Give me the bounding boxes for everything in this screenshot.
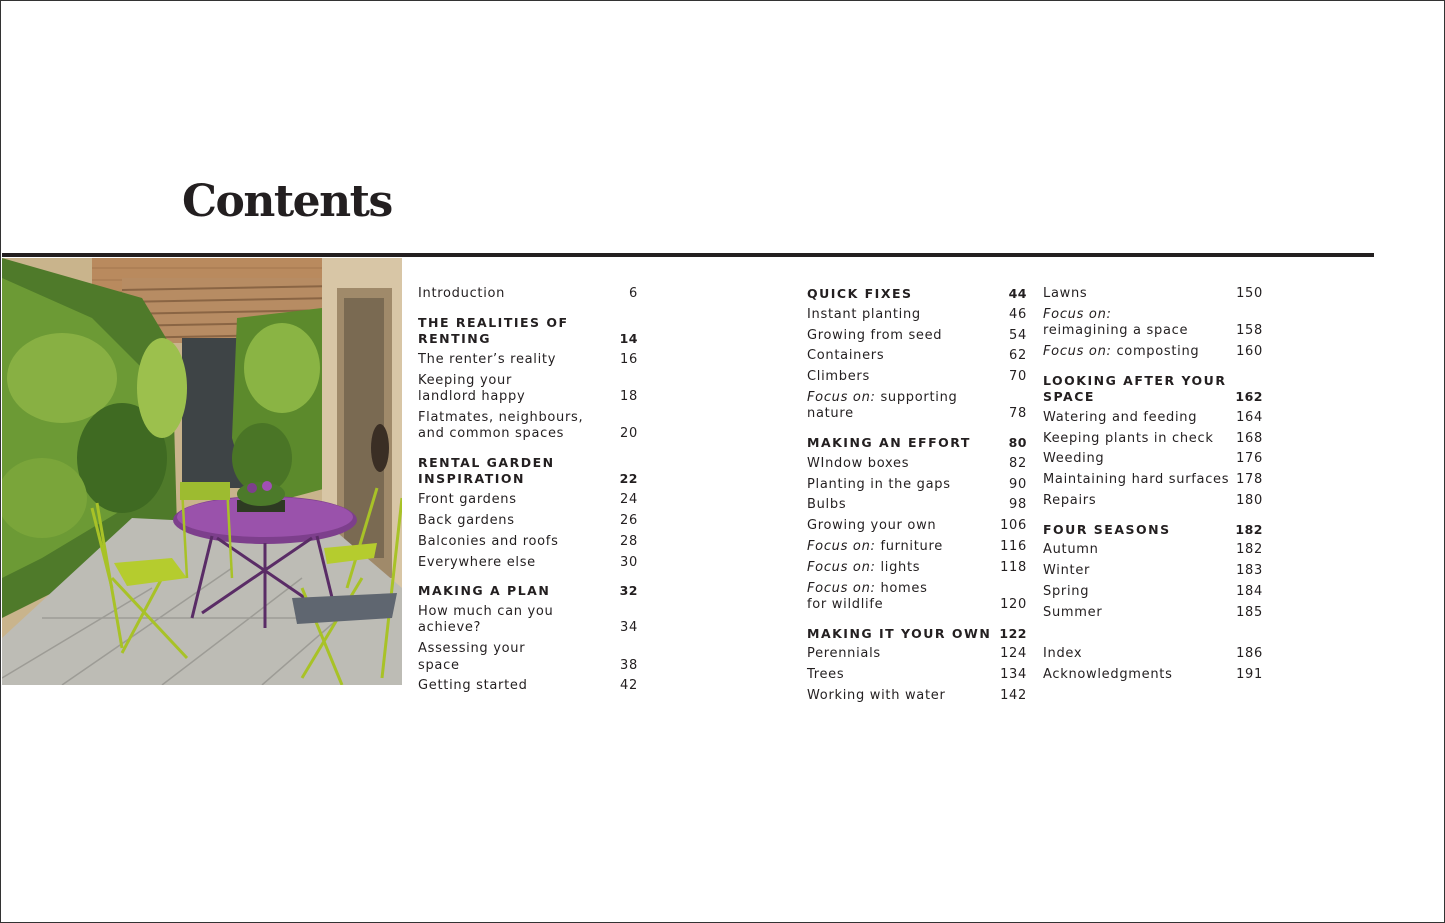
toc-entry: [1043, 563, 1263, 580]
toc-page-number: 183: [1236, 563, 1263, 579]
toc-entry: [418, 286, 638, 303]
toc-section-heading: [807, 435, 1027, 452]
toc-entry-label: QUICK FIXES: [807, 286, 913, 301]
toc-entry-label: MAKING AN EFFORT: [807, 434, 971, 450]
toc-page-number: 30: [620, 554, 638, 570]
toc-page-number: 24: [620, 492, 638, 508]
toc-entry: [807, 667, 1027, 684]
toc-entry: [1043, 472, 1263, 489]
toc-page-number: 28: [620, 533, 638, 549]
toc-section-heading: [807, 286, 1027, 303]
toc-focus-prefix: Focus on:: [807, 538, 876, 554]
toc-focus-prefix: Focus on:: [807, 559, 876, 575]
toc-page-number: 162: [1235, 389, 1263, 405]
toc-entry: [1043, 410, 1263, 427]
toc-entry-label: FOUR SEASONS: [1043, 521, 1171, 537]
toc-section-heading: [418, 315, 638, 348]
toc-entry: [807, 307, 1027, 324]
toc-column-1: [418, 286, 638, 699]
toc-entry-label-text: furniture: [875, 538, 943, 554]
toc-entry: [1043, 667, 1263, 684]
toc-entry: [807, 497, 1027, 514]
toc-entry-label: [807, 581, 928, 614]
toc-entry-label: MAKING A PLAN: [418, 583, 551, 599]
toc-page-number: 44: [1008, 286, 1027, 301]
toc-entry-label: Growing from seed: [807, 327, 943, 343]
toc-entry: [418, 410, 638, 443]
toc-page-number: 158: [1236, 323, 1263, 339]
toc-focus-prefix: Focus on:: [807, 580, 876, 596]
toc-entry-label: [807, 390, 1009, 423]
toc-entry: [418, 492, 638, 509]
toc-page-number: 178: [1236, 472, 1263, 488]
toc-page-number: 70: [1009, 369, 1027, 385]
toc-entry-label: Winter: [1043, 563, 1091, 579]
toc-entry-label: Bulbs: [807, 497, 847, 513]
toc-entry: [1043, 307, 1263, 340]
toc-page-number: 98: [1009, 497, 1027, 513]
toc-entry-label-text: lights: [875, 559, 921, 575]
toc-entry-label: Perennials: [807, 646, 881, 662]
toc-entry-label: Climbers: [807, 369, 870, 385]
toc-page-number: 38: [620, 657, 638, 673]
toc-page-number: 16: [620, 351, 638, 367]
toc-entry-label: Planting in the gaps: [807, 476, 951, 492]
toc-page-number: 176: [1236, 451, 1263, 467]
toc-page-number: 118: [1000, 559, 1027, 575]
toc-page-number: 46: [1009, 306, 1027, 322]
toc-focus-prefix: Focus on:: [807, 389, 876, 405]
toc-page-number: 160: [1236, 344, 1263, 360]
toc-entry: [418, 604, 638, 637]
toc-page-number: 186: [1236, 646, 1263, 662]
toc-page-number: 82: [1009, 455, 1027, 471]
toc-entry-label: Working with water: [807, 687, 946, 703]
toc-entry: [1043, 605, 1263, 622]
toc-page-number: 90: [1009, 476, 1027, 492]
toc-focus-prefix: Focus on:: [1043, 344, 1112, 360]
toc-entry: [418, 534, 638, 551]
toc-page-number: 54: [1009, 327, 1027, 343]
toc-entry-label: Lawns: [1043, 286, 1088, 301]
toc-section-heading: [418, 583, 638, 600]
toc-entry-label: [1043, 307, 1188, 340]
toc-focus-prefix: Focus on:: [1043, 306, 1112, 322]
toc-entry: [1043, 646, 1263, 663]
toc-entry-label: Back gardens: [418, 512, 515, 528]
toc-entry-label: Index: [1043, 646, 1083, 662]
toc-entry-label: Instant planting: [807, 306, 921, 322]
toc-entry-label: Growing your own: [807, 518, 937, 534]
toc-page-number: 191: [1236, 667, 1263, 683]
toc-page-number: 150: [1236, 286, 1263, 301]
toc-entry: [1043, 584, 1263, 601]
toc-entry-label: Trees: [807, 667, 845, 683]
toc-entry-label: Getting started: [418, 678, 528, 694]
toc-entry: [807, 456, 1027, 473]
toc-entry-label: Flatmates, neighbours, and common spaces: [418, 409, 584, 442]
toc-page-number: 116: [1000, 538, 1027, 554]
page-title: Contents: [182, 176, 392, 227]
toc-entry-label-text: reimagining a space: [1043, 323, 1189, 339]
toc-entry: [418, 678, 638, 695]
toc-entry: [418, 352, 638, 369]
toc-entry-label: Front gardens: [418, 492, 517, 508]
toc-page-number: 168: [1236, 430, 1263, 446]
toc-entry-label: Spring: [1043, 583, 1090, 599]
toc-page-number: 184: [1236, 583, 1263, 599]
toc-page-number: 32: [619, 583, 638, 599]
header-rule: [2, 253, 1374, 257]
toc-entry-label: How much can you achieve?: [418, 603, 554, 636]
toc-entry: [1043, 542, 1263, 559]
toc-entry-label: Autumn: [1043, 542, 1099, 558]
toc-page-number: 34: [620, 620, 638, 636]
toc-page-number: 182: [1235, 521, 1263, 537]
toc-entry-label: [807, 560, 920, 577]
toc-entry-label: Acknowledgments: [1043, 667, 1173, 683]
toc-entry: [807, 369, 1027, 386]
toc-page-number: 42: [620, 678, 638, 694]
toc-entry-label: Maintaining hard surfaces: [1043, 472, 1230, 488]
toc-entry: [418, 641, 638, 674]
toc-entry-label-text: composting: [1111, 344, 1200, 360]
toc-entry-label: Everywhere else: [418, 554, 536, 570]
toc-entry-label: [807, 539, 943, 556]
toc-entry-label: Assessing your space: [418, 641, 526, 673]
toc-entry: [807, 688, 1027, 705]
toc-entry-label: LOOKING AFTER YOUR SPACE: [1043, 372, 1227, 405]
toc-entry: [807, 477, 1027, 494]
toc-entry-label: Weeding: [1043, 451, 1105, 467]
toc-page-number: 22: [619, 471, 638, 487]
toc-page-number: 180: [1236, 493, 1263, 509]
toc-section-heading: [807, 626, 1027, 643]
toc-entry-label: Repairs: [1043, 493, 1097, 509]
toc-entry: [807, 328, 1027, 345]
toc-page-number: 122: [999, 625, 1027, 641]
toc-column-2: [807, 286, 1027, 709]
toc-entry: [1043, 286, 1263, 303]
toc-entry: [807, 581, 1027, 614]
toc-page-number: 26: [620, 512, 638, 528]
toc-entry: [807, 390, 1027, 423]
toc-entry: [1043, 493, 1263, 510]
toc-page-number: 120: [1000, 597, 1027, 613]
toc-page-number: 142: [1000, 687, 1027, 703]
toc-entry: [807, 560, 1027, 577]
toc-page-number: 164: [1236, 409, 1263, 425]
toc-page-number: 185: [1236, 604, 1263, 620]
toc-entry: [807, 518, 1027, 535]
toc-section-heading: [1043, 522, 1263, 539]
toc-page-number: 80: [1008, 434, 1027, 450]
toc-page-number: 124: [1000, 646, 1027, 662]
toc-entry-label: WIndow boxes: [807, 455, 910, 471]
toc-entry-label: The renter’s reality: [418, 351, 557, 367]
toc-entry-label: RENTAL GARDEN INSPIRATION: [418, 454, 555, 487]
toc-page-number: 14: [619, 331, 638, 346]
toc-entry-label-text: homes for wildlife: [807, 580, 928, 613]
toc-entry-label: Summer: [1043, 604, 1103, 620]
toc-page-number: 106: [1000, 518, 1027, 534]
toc-page-number: 62: [1009, 348, 1027, 364]
toc-entry: [807, 539, 1027, 556]
toc-entry-label: Balconies and roofs: [418, 533, 559, 549]
toc-entry-label: Containers: [807, 348, 885, 364]
toc-page-number: 6: [629, 286, 638, 301]
toc-entry: [418, 555, 638, 572]
toc-entry: [807, 646, 1027, 663]
toc-entry-label: Watering and feeding: [1043, 409, 1198, 425]
toc-entry-label: Introduction: [418, 286, 506, 301]
toc-entry: [1043, 344, 1263, 361]
toc-entry-label: THE REALITIES OF RENTING: [418, 314, 569, 346]
toc-entry-label-text: supporting nature: [807, 389, 958, 422]
toc-entry: [418, 373, 638, 406]
toc-section-heading: [418, 455, 638, 488]
toc-page-number: 134: [1000, 667, 1027, 683]
garden-photo: [2, 258, 402, 685]
toc-column-3: [1043, 286, 1263, 688]
toc-page-number: 18: [620, 389, 638, 405]
toc-page-number: 78: [1009, 406, 1027, 422]
toc-entry: [418, 513, 638, 530]
toc-entry: [807, 348, 1027, 365]
toc-entry-label: [1043, 344, 1199, 361]
toc-page-number: 20: [620, 426, 638, 442]
toc-entry: [1043, 431, 1263, 448]
toc-entry-label: Keeping plants in check: [1043, 430, 1214, 446]
toc-section-heading: [1043, 373, 1263, 406]
toc-entry-label: MAKING IT YOUR OWN: [807, 625, 992, 641]
toc-entry: [1043, 451, 1263, 468]
toc-page-number: 182: [1236, 542, 1263, 558]
toc-entry-label: Keeping your landlord happy: [418, 372, 526, 405]
